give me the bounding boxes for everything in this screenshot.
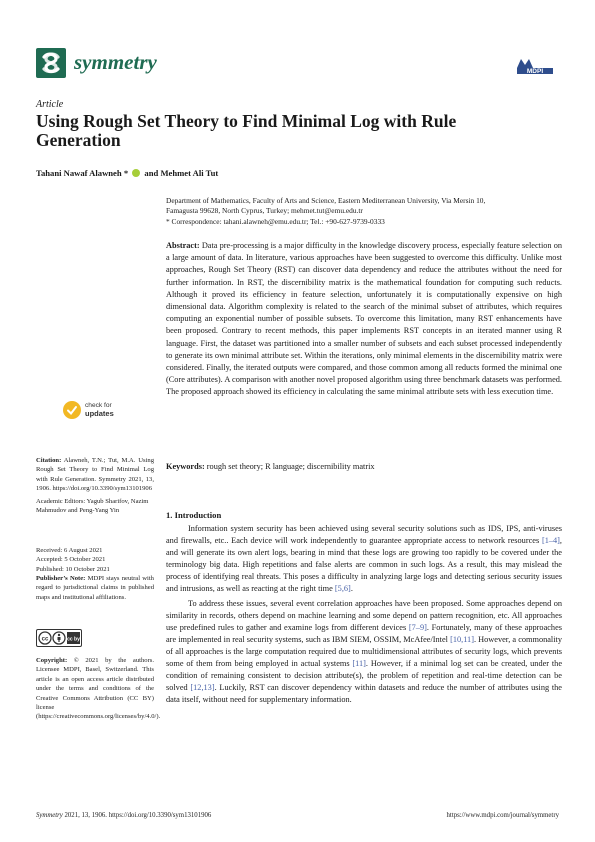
footer-journal-url[interactable]: https://www.mdpi.com/journal/symmetry <box>446 812 559 819</box>
footer-journal: Symmetry <box>36 812 63 819</box>
footer-citation-text: 2021, 13, 1906. https://doi.org/10.3390/sym13101906 <box>62 812 212 819</box>
article-type: Article <box>36 99 64 110</box>
journal-header <box>36 48 556 82</box>
citation-link[interactable]: [1–4] <box>541 536 560 546</box>
copyright-block <box>36 656 161 722</box>
citation-link[interactable]: [5,6] <box>334 584 351 594</box>
check-for-updates-button[interactable] <box>63 399 153 425</box>
mdpi-logo-icon <box>515 56 555 76</box>
citation-link[interactable]: [11] <box>352 659 366 669</box>
cc-license-text: cc by <box>67 636 80 643</box>
footer-citation <box>36 812 211 819</box>
affiliation <box>166 196 562 227</box>
academic-editors <box>36 497 154 516</box>
copyright-label: Copyright: <box>36 657 68 664</box>
intro-paragraph <box>166 598 562 707</box>
publisher-note <box>36 574 154 602</box>
intro-paragraph <box>166 523 562 596</box>
intro-text: Information system security has been achieved using several security solutions such as IDS, IPS, anti-viruses and firewalls, etc.. Each device will work independently to guarantee appropriate access to network resources <box>166 524 562 546</box>
mdpi-logo-text: MDPI <box>526 68 544 75</box>
citation-link[interactable]: [12,13] <box>190 683 215 693</box>
citation-text: Alawneh, T.N.; Tut, M.A. Using Rough Set Theory to Find Minimal Log with Rule Generation. Symmetry 2021, 13, 1906. https://doi.org/10.3390/sym13101906 <box>36 457 154 493</box>
check-updates-icon <box>63 401 81 419</box>
citation-label: Citation: <box>36 457 62 464</box>
abstract-text: Data pre-processing is a major difficulty in the knowledge discovery process, especially feature selection on a large amount of data. In literature, various approaches have been suggested to overcome this difficulty. Unlike most approaches, Rough Set Theory (RST) can discover data dependency and reduce the attributes without the need for further information. In RST, the discernibility matrix is the mathematical foundation for computing such reducts. Although it proved its efficiency in feature selection, unfortunately it is computationally expensive on high dimensional data. Algorithm complexity is related to the search of the minimal subset of attributes, which requires computing an exponential number of possible subsets. To overcome this limitation, many RST enhancements have been proposed. Contrary to recent methods, this paper implements RST concepts in an iterated manner using R language. First, the dataset was partitioned into a smaller number of subsets and each subset processed independently to generate its own minimal attribute set. Within the iterations, only minimal elements in the discernibility matrix were considered. Finally, the iterated outputs were compared, and those common among all reducts formed the minimal one (Core attributes). A comparison with another novel proposed algorithm using three benchmark datasets was performed. The proposed approach showed its efficiency in calculating the same minimal attribute sets with less execution time. <box>166 241 563 397</box>
affiliation-line: Famagusta 99628, North Cyprus, Turkey; mehmet.tut@emu.edu.tr <box>166 206 363 216</box>
citation-link[interactable]: [7–9] <box>408 622 427 632</box>
editors-label: Academic Editors: <box>36 498 86 505</box>
author-list <box>36 168 218 178</box>
check-updates-line: check for <box>85 402 112 409</box>
publisher-note-text: MDPI stays neutral with regard to jurisdictional claims in published maps and institutional affiliations. <box>36 575 154 601</box>
intro-text: To address these issues, several event correlation approaches have been proposed. Some approaches depend on similarity in records, others depend on machine learning and some depend on pattern recognition, etc. All approaches use predefined rules to gather and examine logs from different devices <box>166 598 562 632</box>
corresponding-mark: * <box>123 168 129 178</box>
citation-link[interactable]: [10,11] <box>450 634 474 644</box>
abstract <box>166 240 562 399</box>
journal-logo-icon <box>36 48 66 78</box>
cc-license-icon[interactable] <box>36 629 82 647</box>
published-date: Published: 10 October 2021 <box>36 565 110 573</box>
orcid-icon[interactable] <box>132 169 140 177</box>
correspondence: * Correspondence: tahani.alawneh@emu.edu.tr; Tel.: +90-627-9739-0333 <box>166 216 385 226</box>
section-heading: 1. Introduction <box>166 510 222 520</box>
affiliation-line: Department of Mathematics, Faculty of Arts and Science, Eastern Mediterranean University, Via Mersin 10, <box>166 196 486 205</box>
keywords-label: Keywords: <box>166 462 205 471</box>
journal-name: symmetry <box>74 50 157 74</box>
author-name: Mehmet Ali Tut <box>160 168 219 178</box>
abstract-label: Abstract: <box>166 241 200 250</box>
author-separator: and <box>144 168 161 178</box>
keywords <box>166 461 562 473</box>
keywords-text: rough set theory; R language; discernibility matrix <box>206 462 375 471</box>
accepted-date: Accepted: 5 October 2021 <box>36 556 106 564</box>
article-title: Using Rough Set Theory to Find Minimal Log with Rule Generation <box>36 111 457 150</box>
publisher-note-label: Publisher’s Note: <box>36 575 86 582</box>
publication-dates <box>36 546 154 574</box>
intro-text: . Fortunately, many of these approaches are implemented in real security systems, such as IBM SIEM, OSSIM, McAfee/Intel <box>166 622 562 644</box>
svg-text:cc: cc <box>41 636 49 643</box>
check-updates-line: updates <box>85 409 114 418</box>
intro-text: . Luckily, RST can discover dependency within datasets and reduce the number of attributes using the data itself, without need for supplementary information. <box>166 683 562 705</box>
check-updates-label <box>85 402 114 418</box>
intro-body <box>166 523 562 706</box>
editors-text: Yagub Sharifov, Nazim Mahmudov and Peng-Yang Yin <box>36 498 149 515</box>
intro-text: . However, a commonality of all approaches is the large computation required due to multidimensional attributes of security logs, which prevents some of them from being employed in actual systems <box>166 634 562 669</box>
author-name: Tahani Nawaf Alawneh <box>36 168 122 178</box>
citation-block <box>36 456 154 494</box>
intro-text: , and will generate its own alert logs, bearing in mind that these logs are growing too rapidly to be covered under the terminology big data. High repetitions and false alerts are common in such logs. As a result, this may mislead the process of identifying real threats. This poses a difficulty in analyzing large logs and detecting serious security issues and intrusions, as well as reacting at the right time <box>166 536 562 594</box>
copyright-text: © 2021 by the authors. Licensee MDPI, Basel, Switzerland. This article is an open access article distributed under the terms and conditions of the Creative Commons Attribution (CC BY) license (https://creativecommons.org/licenses/by/4.0/). <box>36 657 161 721</box>
intro-text: . <box>350 584 353 594</box>
intro-text: . However, if a minimal log set can be created, under the condition of remaining consistent to decision attribute(s), the problem of repetition and real-time detection can be solved <box>166 659 563 693</box>
received-date: Received: 6 August 2021 <box>36 547 103 554</box>
